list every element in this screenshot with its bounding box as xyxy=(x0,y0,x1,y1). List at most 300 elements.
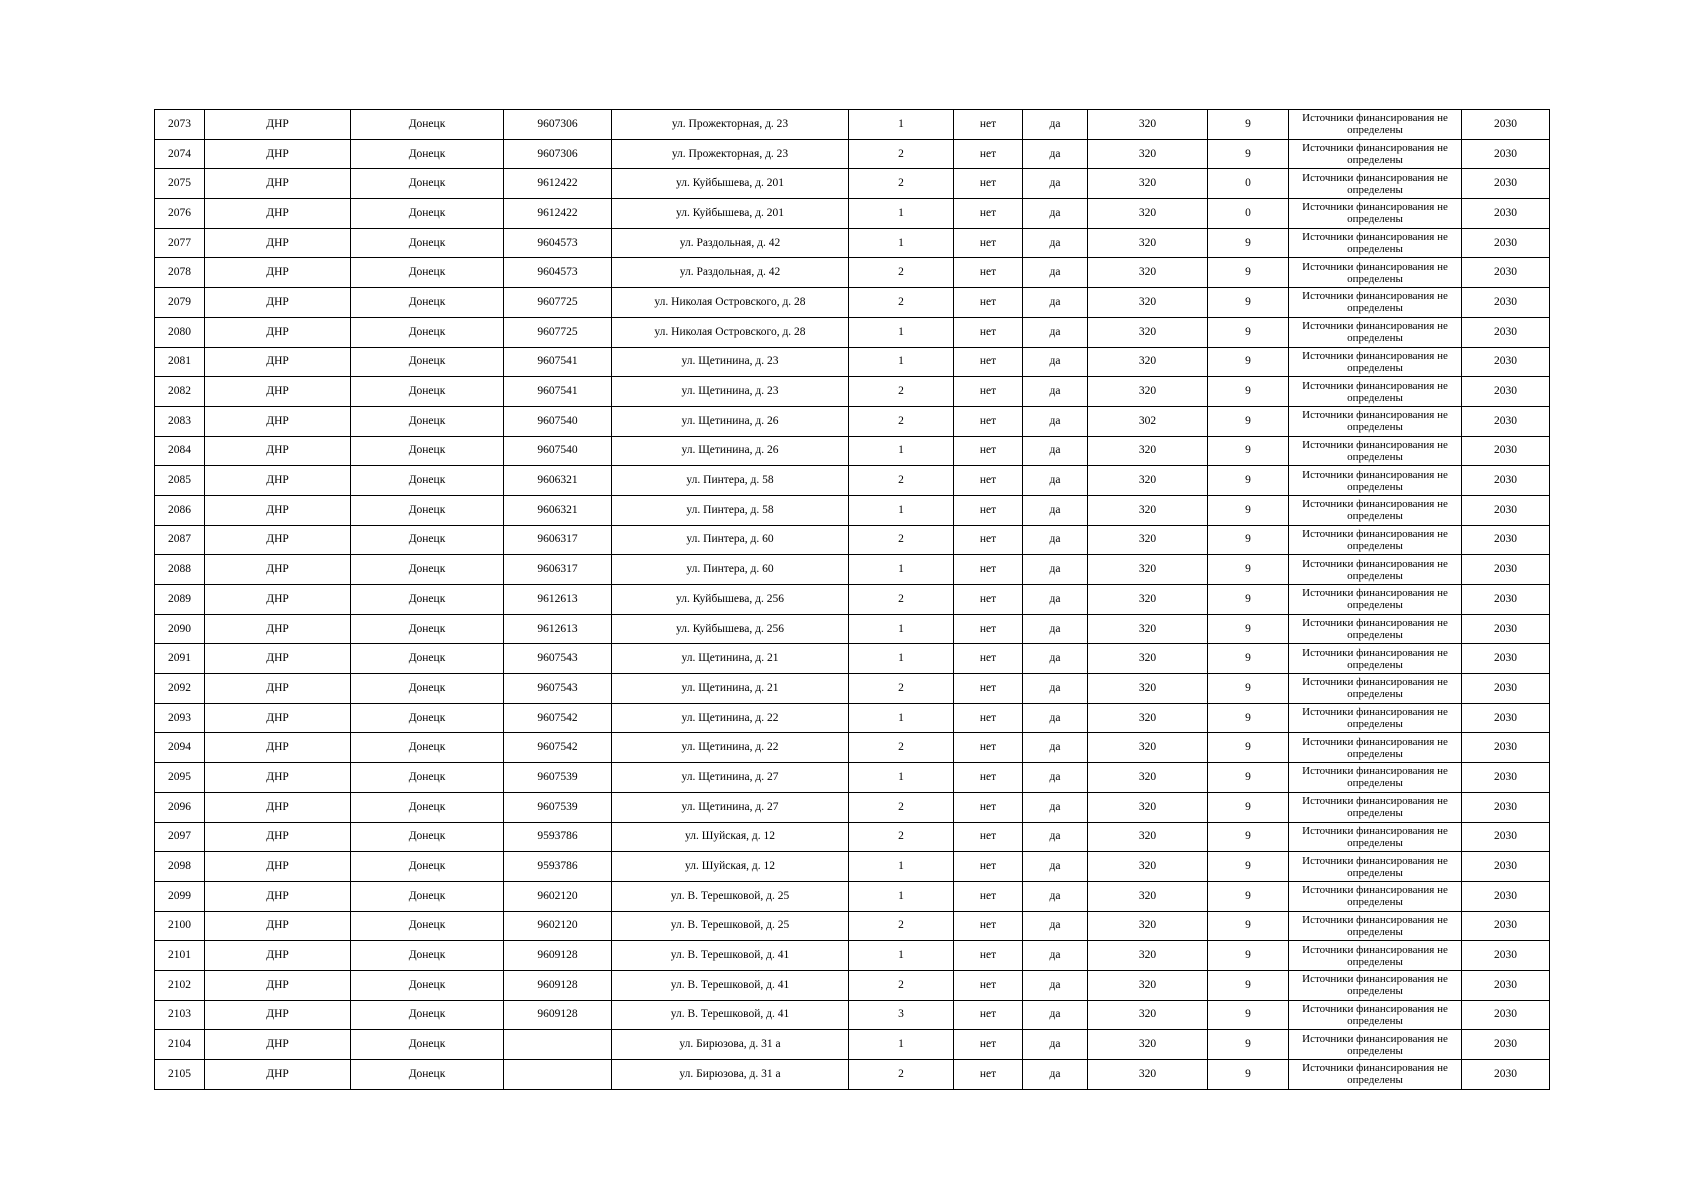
city-cell: Донецк xyxy=(351,941,504,971)
funding-cell: Источники финансирования не определены xyxy=(1289,228,1462,258)
table-row xyxy=(155,644,1550,674)
code-cell: 9606321 xyxy=(504,466,612,496)
code-cell: 9607725 xyxy=(504,317,612,347)
no-cell: нет xyxy=(954,644,1023,674)
city-cell: Донецк xyxy=(351,199,504,229)
city-cell: Донецк xyxy=(351,139,504,169)
entrance-cell: 2 xyxy=(849,792,954,822)
count-cell: 9 xyxy=(1208,139,1289,169)
address-cell: ул. Щетинина, д. 23 xyxy=(612,347,849,377)
table-row xyxy=(155,585,1550,615)
city-cell: Донецк xyxy=(351,644,504,674)
code-cell: 9612422 xyxy=(504,169,612,199)
funding-cell: Источники финансирования не определены xyxy=(1289,674,1462,704)
table-row xyxy=(155,763,1550,793)
address-cell: ул. Раздольная, д. 42 xyxy=(612,258,849,288)
code-cell: 9607306 xyxy=(504,110,612,140)
city-cell: Донецк xyxy=(351,674,504,704)
address-cell: ул. В. Терешковой, д. 25 xyxy=(612,911,849,941)
year-cell: 2030 xyxy=(1462,555,1550,585)
row-number-cell: 2085 xyxy=(155,466,205,496)
row-number-cell: 2078 xyxy=(155,258,205,288)
funding-cell: Источники финансирования не определены xyxy=(1289,377,1462,407)
code-cell xyxy=(504,1060,612,1090)
count-cell: 9 xyxy=(1208,674,1289,704)
code-cell: 9609128 xyxy=(504,1000,612,1030)
no-cell: нет xyxy=(954,139,1023,169)
entrance-cell: 2 xyxy=(849,169,954,199)
table-row xyxy=(155,970,1550,1000)
address-cell: ул. Щетинина, д. 27 xyxy=(612,763,849,793)
address-cell: ул. Шуйская, д. 12 xyxy=(612,852,849,882)
code-cell: 9607306 xyxy=(504,139,612,169)
no-cell: нет xyxy=(954,406,1023,436)
entrance-cell: 2 xyxy=(849,585,954,615)
table-row xyxy=(155,1060,1550,1090)
value-cell: 320 xyxy=(1088,585,1208,615)
yes-cell: да xyxy=(1023,674,1088,704)
no-cell: нет xyxy=(954,792,1023,822)
address-cell: ул. Николая Островского, д. 28 xyxy=(612,317,849,347)
entrance-cell: 2 xyxy=(849,406,954,436)
row-number-cell: 2102 xyxy=(155,970,205,1000)
yes-cell: да xyxy=(1023,703,1088,733)
city-cell: Донецк xyxy=(351,436,504,466)
city-cell: Донецк xyxy=(351,1060,504,1090)
year-cell: 2030 xyxy=(1462,436,1550,466)
code-cell: 9606317 xyxy=(504,555,612,585)
entrance-cell: 1 xyxy=(849,614,954,644)
value-cell: 320 xyxy=(1088,941,1208,971)
code-cell: 9612422 xyxy=(504,199,612,229)
address-cell: ул. Куйбышева, д. 256 xyxy=(612,614,849,644)
entrance-cell: 2 xyxy=(849,822,954,852)
region-cell: ДНР xyxy=(205,703,351,733)
funding-cell: Источники финансирования не определены xyxy=(1289,555,1462,585)
no-cell: нет xyxy=(954,525,1023,555)
funding-cell: Источники финансирования не определены xyxy=(1289,495,1462,525)
value-cell: 320 xyxy=(1088,703,1208,733)
yes-cell: да xyxy=(1023,763,1088,793)
region-cell: ДНР xyxy=(205,644,351,674)
row-number-cell: 2091 xyxy=(155,644,205,674)
entrance-cell: 1 xyxy=(849,703,954,733)
address-cell: ул. Щетинина, д. 26 xyxy=(612,436,849,466)
value-cell: 302 xyxy=(1088,406,1208,436)
region-cell: ДНР xyxy=(205,763,351,793)
row-number-cell: 2100 xyxy=(155,911,205,941)
no-cell: нет xyxy=(954,674,1023,704)
region-cell: ДНР xyxy=(205,406,351,436)
no-cell: нет xyxy=(954,763,1023,793)
no-cell: нет xyxy=(954,495,1023,525)
table-row xyxy=(155,555,1550,585)
address-cell: ул. Раздольная, д. 42 xyxy=(612,228,849,258)
count-cell: 9 xyxy=(1208,703,1289,733)
yes-cell: да xyxy=(1023,852,1088,882)
count-cell: 9 xyxy=(1208,614,1289,644)
region-cell: ДНР xyxy=(205,674,351,704)
code-cell: 9609128 xyxy=(504,970,612,1000)
code-cell: 9604573 xyxy=(504,258,612,288)
no-cell: нет xyxy=(954,941,1023,971)
year-cell: 2030 xyxy=(1462,1060,1550,1090)
address-cell: ул. Щетинина, д. 21 xyxy=(612,644,849,674)
table-row xyxy=(155,347,1550,377)
code-cell: 9593786 xyxy=(504,822,612,852)
entrance-cell: 1 xyxy=(849,644,954,674)
yes-cell: да xyxy=(1023,585,1088,615)
entrance-cell: 2 xyxy=(849,911,954,941)
entrance-cell: 1 xyxy=(849,881,954,911)
row-number-cell: 2097 xyxy=(155,822,205,852)
value-cell: 320 xyxy=(1088,555,1208,585)
no-cell: нет xyxy=(954,199,1023,229)
value-cell: 320 xyxy=(1088,792,1208,822)
region-cell: ДНР xyxy=(205,585,351,615)
value-cell: 320 xyxy=(1088,674,1208,704)
yes-cell: да xyxy=(1023,941,1088,971)
entrance-cell: 3 xyxy=(849,1000,954,1030)
region-cell: ДНР xyxy=(205,288,351,318)
address-cell: ул. Щетинина, д. 22 xyxy=(612,703,849,733)
value-cell: 320 xyxy=(1088,881,1208,911)
value-cell: 320 xyxy=(1088,614,1208,644)
address-cell: ул. Пинтера, д. 60 xyxy=(612,525,849,555)
region-cell: ДНР xyxy=(205,199,351,229)
count-cell: 9 xyxy=(1208,110,1289,140)
value-cell: 320 xyxy=(1088,436,1208,466)
funding-cell: Источники финансирования не определены xyxy=(1289,881,1462,911)
city-cell: Донецк xyxy=(351,585,504,615)
yes-cell: да xyxy=(1023,1000,1088,1030)
address-cell: ул. Куйбышева, д. 256 xyxy=(612,585,849,615)
yes-cell: да xyxy=(1023,347,1088,377)
city-cell: Донецк xyxy=(351,1030,504,1060)
city-cell: Донецк xyxy=(351,970,504,1000)
count-cell: 9 xyxy=(1208,1030,1289,1060)
year-cell: 2030 xyxy=(1462,763,1550,793)
region-cell: ДНР xyxy=(205,139,351,169)
year-cell: 2030 xyxy=(1462,970,1550,1000)
table-row xyxy=(155,258,1550,288)
region-cell: ДНР xyxy=(205,1030,351,1060)
table-row xyxy=(155,822,1550,852)
count-cell: 9 xyxy=(1208,792,1289,822)
count-cell: 9 xyxy=(1208,911,1289,941)
count-cell: 9 xyxy=(1208,970,1289,1000)
no-cell: нет xyxy=(954,317,1023,347)
entrance-cell: 1 xyxy=(849,436,954,466)
funding-cell: Источники финансирования не определены xyxy=(1289,733,1462,763)
region-cell: ДНР xyxy=(205,881,351,911)
no-cell: нет xyxy=(954,733,1023,763)
yes-cell: да xyxy=(1023,406,1088,436)
yes-cell: да xyxy=(1023,110,1088,140)
code-cell: 9609128 xyxy=(504,941,612,971)
city-cell: Донецк xyxy=(351,881,504,911)
value-cell: 320 xyxy=(1088,911,1208,941)
table-row xyxy=(155,733,1550,763)
value-cell: 320 xyxy=(1088,110,1208,140)
yes-cell: да xyxy=(1023,495,1088,525)
yes-cell: да xyxy=(1023,911,1088,941)
city-cell: Донецк xyxy=(351,525,504,555)
row-number-cell: 2083 xyxy=(155,406,205,436)
table-row xyxy=(155,110,1550,140)
year-cell: 2030 xyxy=(1462,733,1550,763)
value-cell: 320 xyxy=(1088,169,1208,199)
count-cell: 9 xyxy=(1208,406,1289,436)
address-cell: ул. В. Терешковой, д. 25 xyxy=(612,881,849,911)
yes-cell: да xyxy=(1023,525,1088,555)
row-number-cell: 2098 xyxy=(155,852,205,882)
table-row xyxy=(155,1000,1550,1030)
table-body xyxy=(155,110,1550,1090)
count-cell: 9 xyxy=(1208,1000,1289,1030)
code-cell: 9612613 xyxy=(504,614,612,644)
year-cell: 2030 xyxy=(1462,495,1550,525)
city-cell: Донецк xyxy=(351,852,504,882)
yes-cell: да xyxy=(1023,466,1088,496)
year-cell: 2030 xyxy=(1462,674,1550,704)
row-number-cell: 2093 xyxy=(155,703,205,733)
table-row xyxy=(155,881,1550,911)
funding-cell: Источники финансирования не определены xyxy=(1289,406,1462,436)
table-row xyxy=(155,495,1550,525)
funding-cell: Источники финансирования не определены xyxy=(1289,436,1462,466)
region-cell: ДНР xyxy=(205,317,351,347)
table-row xyxy=(155,139,1550,169)
value-cell: 320 xyxy=(1088,288,1208,318)
funding-cell: Источники финансирования не определены xyxy=(1289,763,1462,793)
no-cell: нет xyxy=(954,288,1023,318)
no-cell: нет xyxy=(954,881,1023,911)
address-cell: ул. Пинтера, д. 58 xyxy=(612,466,849,496)
code-cell: 9607540 xyxy=(504,406,612,436)
funding-cell: Источники финансирования не определены xyxy=(1289,466,1462,496)
no-cell: нет xyxy=(954,377,1023,407)
funding-cell: Источники финансирования не определены xyxy=(1289,703,1462,733)
code-cell: 9607541 xyxy=(504,377,612,407)
count-cell: 9 xyxy=(1208,733,1289,763)
row-number-cell: 2090 xyxy=(155,614,205,644)
count-cell: 9 xyxy=(1208,436,1289,466)
year-cell: 2030 xyxy=(1462,1030,1550,1060)
row-number-cell: 2074 xyxy=(155,139,205,169)
entrance-cell: 2 xyxy=(849,139,954,169)
table-row xyxy=(155,288,1550,318)
region-cell: ДНР xyxy=(205,733,351,763)
table-row xyxy=(155,228,1550,258)
code-cell: 9607541 xyxy=(504,347,612,377)
funding-cell: Источники финансирования не определены xyxy=(1289,258,1462,288)
address-cell: ул. Щетинина, д. 23 xyxy=(612,377,849,407)
row-number-cell: 2087 xyxy=(155,525,205,555)
address-cell: ул. Щетинина, д. 21 xyxy=(612,674,849,704)
table-row xyxy=(155,317,1550,347)
row-number-cell: 2081 xyxy=(155,347,205,377)
year-cell: 2030 xyxy=(1462,466,1550,496)
funding-cell: Источники финансирования не определены xyxy=(1289,1030,1462,1060)
entrance-cell: 2 xyxy=(849,970,954,1000)
row-number-cell: 2092 xyxy=(155,674,205,704)
entrance-cell: 2 xyxy=(849,377,954,407)
code-cell: 9607725 xyxy=(504,288,612,318)
code-cell: 9607542 xyxy=(504,703,612,733)
code-cell: 9612613 xyxy=(504,585,612,615)
count-cell: 9 xyxy=(1208,1060,1289,1090)
entrance-cell: 1 xyxy=(849,1030,954,1060)
row-number-cell: 2084 xyxy=(155,436,205,466)
city-cell: Донецк xyxy=(351,288,504,318)
entrance-cell: 1 xyxy=(849,199,954,229)
year-cell: 2030 xyxy=(1462,377,1550,407)
region-cell: ДНР xyxy=(205,614,351,644)
table-row xyxy=(155,674,1550,704)
yes-cell: да xyxy=(1023,169,1088,199)
region-cell: ДНР xyxy=(205,228,351,258)
value-cell: 320 xyxy=(1088,733,1208,763)
region-cell: ДНР xyxy=(205,852,351,882)
year-cell: 2030 xyxy=(1462,911,1550,941)
funding-cell: Источники финансирования не определены xyxy=(1289,110,1462,140)
data-table xyxy=(154,109,1550,1090)
region-cell: ДНР xyxy=(205,911,351,941)
yes-cell: да xyxy=(1023,614,1088,644)
count-cell: 9 xyxy=(1208,644,1289,674)
value-cell: 320 xyxy=(1088,644,1208,674)
region-cell: ДНР xyxy=(205,258,351,288)
value-cell: 320 xyxy=(1088,228,1208,258)
region-cell: ДНР xyxy=(205,1000,351,1030)
value-cell: 320 xyxy=(1088,377,1208,407)
year-cell: 2030 xyxy=(1462,139,1550,169)
row-number-cell: 2073 xyxy=(155,110,205,140)
region-cell: ДНР xyxy=(205,377,351,407)
code-cell: 9602120 xyxy=(504,911,612,941)
row-number-cell: 2089 xyxy=(155,585,205,615)
entrance-cell: 1 xyxy=(849,317,954,347)
table-row xyxy=(155,406,1550,436)
year-cell: 2030 xyxy=(1462,317,1550,347)
entrance-cell: 1 xyxy=(849,110,954,140)
no-cell: нет xyxy=(954,1060,1023,1090)
city-cell: Донецк xyxy=(351,763,504,793)
no-cell: нет xyxy=(954,436,1023,466)
year-cell: 2030 xyxy=(1462,288,1550,318)
address-cell: ул. Пинтера, д. 58 xyxy=(612,495,849,525)
row-number-cell: 2079 xyxy=(155,288,205,318)
address-cell: ул. Куйбышева, д. 201 xyxy=(612,169,849,199)
code-cell xyxy=(504,1030,612,1060)
no-cell: нет xyxy=(954,1030,1023,1060)
entrance-cell: 1 xyxy=(849,228,954,258)
count-cell: 9 xyxy=(1208,466,1289,496)
entrance-cell: 2 xyxy=(849,674,954,704)
value-cell: 320 xyxy=(1088,199,1208,229)
region-cell: ДНР xyxy=(205,792,351,822)
row-number-cell: 2086 xyxy=(155,495,205,525)
city-cell: Донецк xyxy=(351,228,504,258)
yes-cell: да xyxy=(1023,258,1088,288)
row-number-cell: 2076 xyxy=(155,199,205,229)
address-cell: ул. Пинтера, д. 60 xyxy=(612,555,849,585)
table-row xyxy=(155,436,1550,466)
entrance-cell: 2 xyxy=(849,288,954,318)
table-row xyxy=(155,466,1550,496)
entrance-cell: 1 xyxy=(849,763,954,793)
no-cell: нет xyxy=(954,110,1023,140)
region-cell: ДНР xyxy=(205,347,351,377)
count-cell: 9 xyxy=(1208,258,1289,288)
count-cell: 9 xyxy=(1208,822,1289,852)
yes-cell: да xyxy=(1023,199,1088,229)
address-cell: ул. Куйбышева, д. 201 xyxy=(612,199,849,229)
row-number-cell: 2096 xyxy=(155,792,205,822)
year-cell: 2030 xyxy=(1462,881,1550,911)
region-cell: ДНР xyxy=(205,555,351,585)
value-cell: 320 xyxy=(1088,317,1208,347)
year-cell: 2030 xyxy=(1462,258,1550,288)
city-cell: Донецк xyxy=(351,614,504,644)
yes-cell: да xyxy=(1023,288,1088,318)
count-cell: 9 xyxy=(1208,288,1289,318)
address-cell: ул. Прожекторная, д. 23 xyxy=(612,139,849,169)
entrance-cell: 1 xyxy=(849,941,954,971)
year-cell: 2030 xyxy=(1462,1000,1550,1030)
count-cell: 9 xyxy=(1208,347,1289,377)
entrance-cell: 2 xyxy=(849,525,954,555)
funding-cell: Источники финансирования не определены xyxy=(1289,644,1462,674)
city-cell: Донецк xyxy=(351,377,504,407)
row-number-cell: 2104 xyxy=(155,1030,205,1060)
no-cell: нет xyxy=(954,852,1023,882)
city-cell: Донецк xyxy=(351,822,504,852)
city-cell: Донецк xyxy=(351,792,504,822)
address-cell: ул. Бирюзова, д. 31 а xyxy=(612,1030,849,1060)
city-cell: Донецк xyxy=(351,406,504,436)
address-cell: ул. Николая Островского, д. 28 xyxy=(612,288,849,318)
yes-cell: да xyxy=(1023,881,1088,911)
value-cell: 320 xyxy=(1088,1000,1208,1030)
table-row xyxy=(155,614,1550,644)
funding-cell: Источники финансирования не определены xyxy=(1289,169,1462,199)
yes-cell: да xyxy=(1023,377,1088,407)
year-cell: 2030 xyxy=(1462,941,1550,971)
no-cell: нет xyxy=(954,822,1023,852)
count-cell: 0 xyxy=(1208,199,1289,229)
table-row xyxy=(155,941,1550,971)
value-cell: 320 xyxy=(1088,466,1208,496)
value-cell: 320 xyxy=(1088,1060,1208,1090)
year-cell: 2030 xyxy=(1462,644,1550,674)
funding-cell: Источники финансирования не определены xyxy=(1289,614,1462,644)
count-cell: 9 xyxy=(1208,377,1289,407)
year-cell: 2030 xyxy=(1462,822,1550,852)
city-cell: Донецк xyxy=(351,1000,504,1030)
count-cell: 9 xyxy=(1208,495,1289,525)
no-cell: нет xyxy=(954,1000,1023,1030)
table-row xyxy=(155,199,1550,229)
city-cell: Донецк xyxy=(351,169,504,199)
city-cell: Донецк xyxy=(351,317,504,347)
value-cell: 320 xyxy=(1088,822,1208,852)
row-number-cell: 2075 xyxy=(155,169,205,199)
address-cell: ул. Щетинина, д. 22 xyxy=(612,733,849,763)
no-cell: нет xyxy=(954,703,1023,733)
entrance-cell: 1 xyxy=(849,495,954,525)
